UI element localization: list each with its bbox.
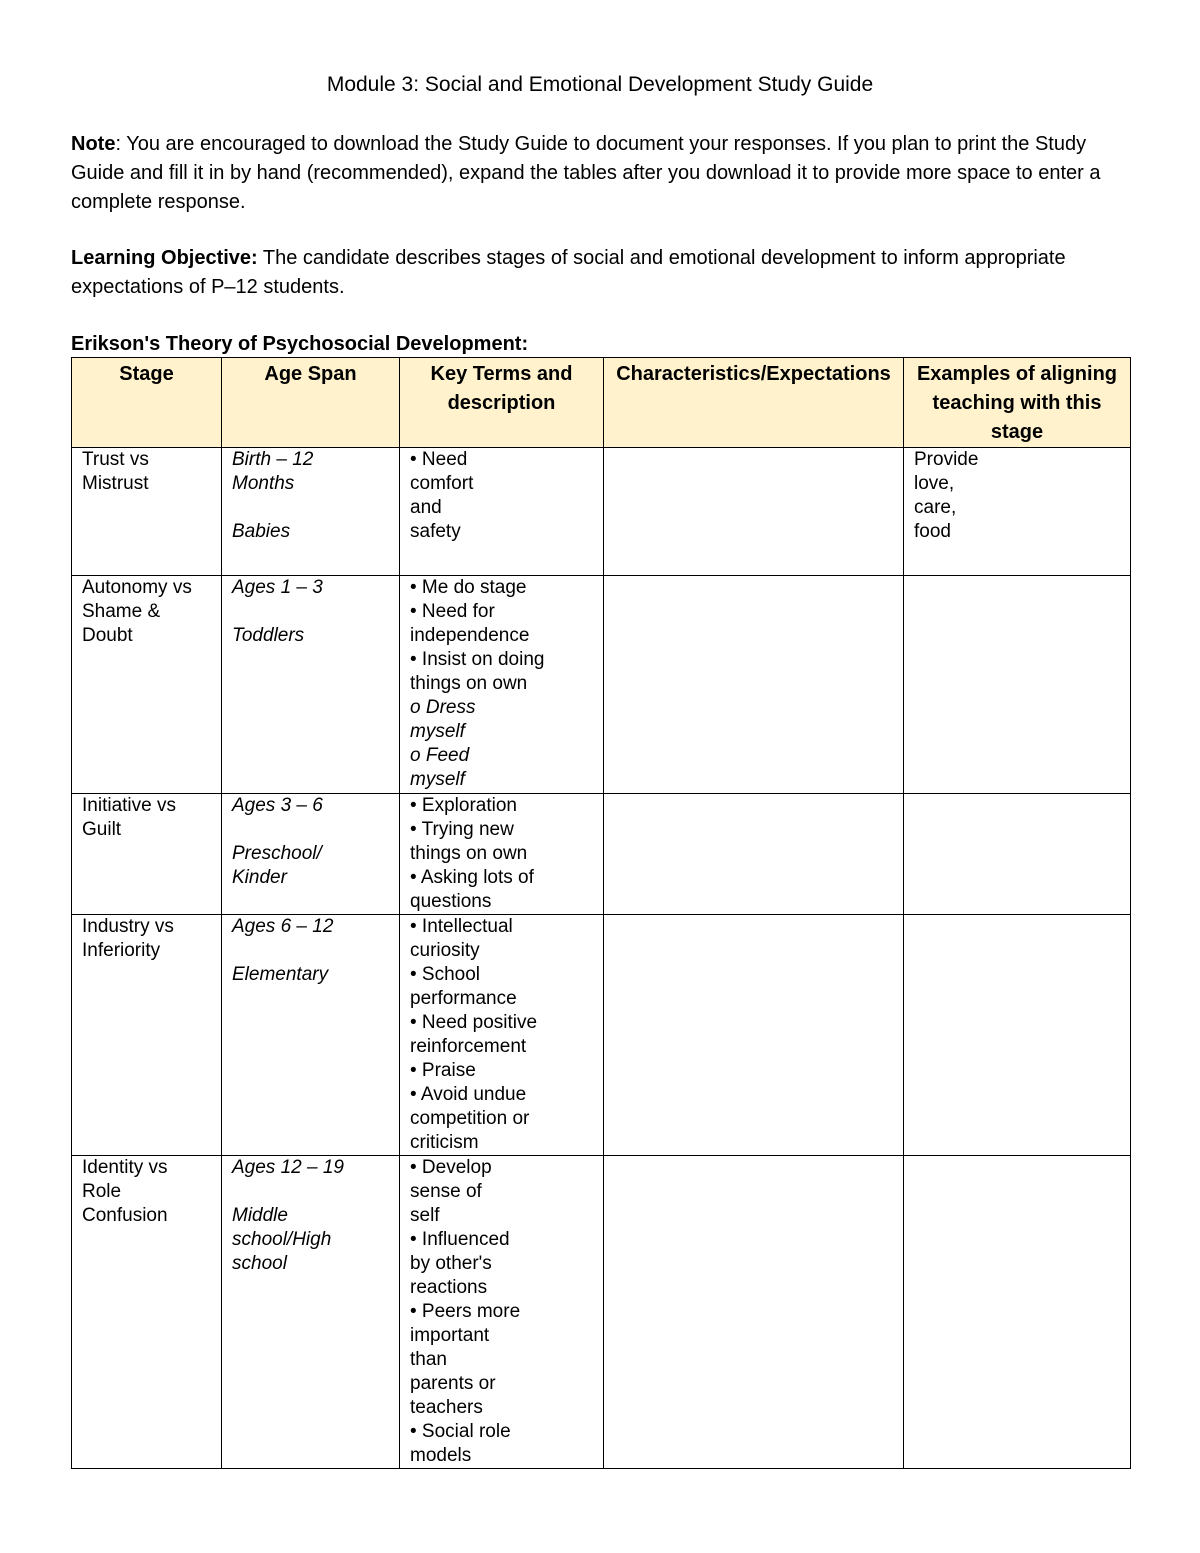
- cell-text-line: • Intellectual: [410, 916, 513, 937]
- header-examples: Examples of aligning teaching with this stage: [904, 358, 1131, 448]
- cell-text-line: • Asking lots of: [410, 867, 534, 888]
- cell-text-line: • Develop: [410, 1157, 492, 1178]
- cell-text-line: safety: [410, 521, 461, 542]
- cell-text-line: and: [410, 497, 442, 518]
- key-terms-cell: [400, 915, 604, 1156]
- page-title: Module 3: Social and Emotional Development Study Guide: [326, 73, 874, 96]
- age-span-cell: [222, 576, 400, 794]
- cell-text-line: important: [410, 1325, 490, 1346]
- examples-cell: [904, 576, 1131, 794]
- cell-text-line: myself: [410, 721, 465, 742]
- cell-text-line: questions: [410, 891, 492, 912]
- cell-text-line: Identity vs: [82, 1157, 168, 1178]
- cell-text-line: performance: [410, 988, 517, 1009]
- cell-text-line: Toddlers: [232, 625, 305, 646]
- cell-text-line: • Need positive: [410, 1012, 538, 1033]
- cell-text-line: Middle: [232, 1205, 288, 1226]
- objective-label: Learning Objective:: [71, 247, 258, 269]
- characteristics-cell: [604, 794, 904, 915]
- cell-text-line: Ages 3 – 6: [232, 795, 323, 816]
- stage-cell: [72, 576, 222, 794]
- table-row: [72, 794, 1131, 915]
- cell-text-line: • Social role: [410, 1421, 511, 1442]
- cell-text-line: Babies: [232, 521, 291, 542]
- cell-text-line: • Need for: [410, 601, 495, 622]
- examples-cell: [904, 448, 1131, 576]
- header-stage: Stage: [72, 358, 222, 448]
- cell-text-line: • School: [410, 964, 481, 985]
- cell-text-line: things on own: [410, 843, 528, 864]
- cell-text-line: teachers: [410, 1397, 483, 1418]
- cell-text-line: than: [410, 1349, 447, 1370]
- cell-text-line: reinforcement: [410, 1036, 527, 1057]
- cell-text-line: Guilt: [82, 819, 122, 840]
- stage-cell: [72, 1156, 222, 1469]
- stage-cell: [72, 448, 222, 576]
- cell-text-line: by other's: [410, 1253, 492, 1274]
- line-spacer: [232, 939, 393, 963]
- stage-cell: [72, 915, 222, 1156]
- cell-text-line: sense of: [410, 1181, 482, 1202]
- cell-text-line: Preschool/: [232, 843, 322, 864]
- note-text: : You are encouraged to download the Study Guide to document your responses. If you plan to print the Study Guide and fill it in by hand (recommended), expand the tables after you download it to provide more space to enter a complete response.: [71, 133, 1101, 213]
- cell-text-line: criticism: [410, 1132, 479, 1153]
- stage-cell: [72, 794, 222, 915]
- cell-text-line: Ages 12 – 19: [232, 1157, 344, 1178]
- examples-cell: [904, 915, 1131, 1156]
- cell-text-line: • Me do stage: [410, 577, 527, 598]
- cell-text-line: Industry vs: [82, 916, 174, 937]
- cell-text-line: Inferiority: [82, 940, 161, 961]
- cell-text-line: comfort: [410, 473, 474, 494]
- table-row: [72, 448, 1131, 576]
- characteristics-cell: [604, 915, 904, 1156]
- cell-text-line: • Peers more: [410, 1301, 521, 1322]
- cell-text-line: myself: [410, 769, 465, 790]
- cell-text-line: • Insist on doing: [410, 649, 545, 670]
- key-terms-cell: [400, 794, 604, 915]
- table-row: [72, 576, 1131, 794]
- table-row: [72, 1156, 1131, 1469]
- line-spacer: [232, 496, 393, 520]
- cell-text-line: • Influenced: [410, 1229, 510, 1250]
- examples-cell: [904, 794, 1131, 915]
- characteristics-cell: [604, 576, 904, 794]
- section-heading: Erikson's Theory of Psychosocial Development:: [71, 333, 529, 355]
- cell-text-line: Months: [232, 473, 295, 494]
- cell-text-line: Autonomy vs: [82, 577, 192, 598]
- characteristics-cell: [604, 448, 904, 576]
- cell-text-line: Ages 6 – 12: [232, 916, 334, 937]
- note-label: Note: [71, 133, 116, 155]
- age-span-cell: [222, 448, 400, 576]
- line-spacer: [232, 1180, 393, 1204]
- cell-text-line: food: [914, 521, 951, 542]
- cell-text-line: Confusion: [82, 1205, 168, 1226]
- cell-text-line: Doubt: [82, 625, 133, 646]
- cell-text-line: Elementary: [232, 964, 329, 985]
- age-span-cell: [222, 1156, 400, 1469]
- note-paragraph: [71, 130, 1131, 217]
- cell-text-line: Mistrust: [82, 473, 149, 494]
- cell-text-line: Birth – 12: [232, 449, 314, 470]
- cell-text-line: o Feed: [410, 745, 470, 766]
- cell-text-line: Shame &: [82, 601, 161, 622]
- cell-text-line: school: [232, 1253, 287, 1274]
- line-spacer: [232, 818, 393, 842]
- table-row: [72, 915, 1131, 1156]
- cell-text-line: school/High: [232, 1229, 332, 1250]
- cell-text-line: • Need: [410, 449, 468, 470]
- cell-text-line: models: [410, 1445, 472, 1466]
- objective-text: The candidate describes stages of social and emotional development to inform appropriate expectations of P–12 students.: [71, 247, 1066, 298]
- examples-cell: [904, 1156, 1131, 1469]
- cell-text-line: love,: [914, 473, 955, 494]
- age-span-cell: [222, 794, 400, 915]
- cell-text-line: reactions: [410, 1277, 488, 1298]
- cell-text-line: Kinder: [232, 867, 287, 888]
- cell-text-line: competition or: [410, 1108, 530, 1129]
- cell-text-line: Provide: [914, 449, 979, 470]
- key-terms-cell: [400, 576, 604, 794]
- cell-text-line: Trust vs: [82, 449, 149, 470]
- cell-text-line: curiosity: [410, 940, 480, 961]
- cell-text-line: care,: [914, 497, 957, 518]
- key-terms-cell: [400, 448, 604, 576]
- cell-text-line: parents or: [410, 1373, 496, 1394]
- cell-text-line: • Trying new: [410, 819, 514, 840]
- cell-text-line: o Dress: [410, 697, 476, 718]
- cell-text-line: • Avoid undue: [410, 1084, 527, 1105]
- cell-text-line: things on own: [410, 673, 528, 694]
- header-characteristics: Characteristics/Expectations: [604, 358, 904, 448]
- key-terms-cell: [400, 1156, 604, 1469]
- characteristics-cell: [604, 1156, 904, 1469]
- cell-text-line: • Praise: [410, 1060, 476, 1081]
- header-key-terms: Key Terms and description: [400, 358, 604, 448]
- learning-objective-paragraph: [71, 244, 1131, 302]
- cell-text-line: self: [410, 1205, 440, 1226]
- cell-text-line: Role: [82, 1181, 122, 1202]
- header-age-span: Age Span: [222, 358, 400, 448]
- cell-text-line: • Exploration: [410, 795, 517, 816]
- cell-text-line: Initiative vs: [82, 795, 176, 816]
- age-span-cell: [222, 915, 400, 1156]
- table-header-row: [72, 358, 1131, 448]
- erikson-stages-table: [71, 357, 1131, 1469]
- cell-text-line: independence: [410, 625, 530, 646]
- cell-text-line: Ages 1 – 3: [232, 577, 323, 598]
- line-spacer: [232, 600, 393, 624]
